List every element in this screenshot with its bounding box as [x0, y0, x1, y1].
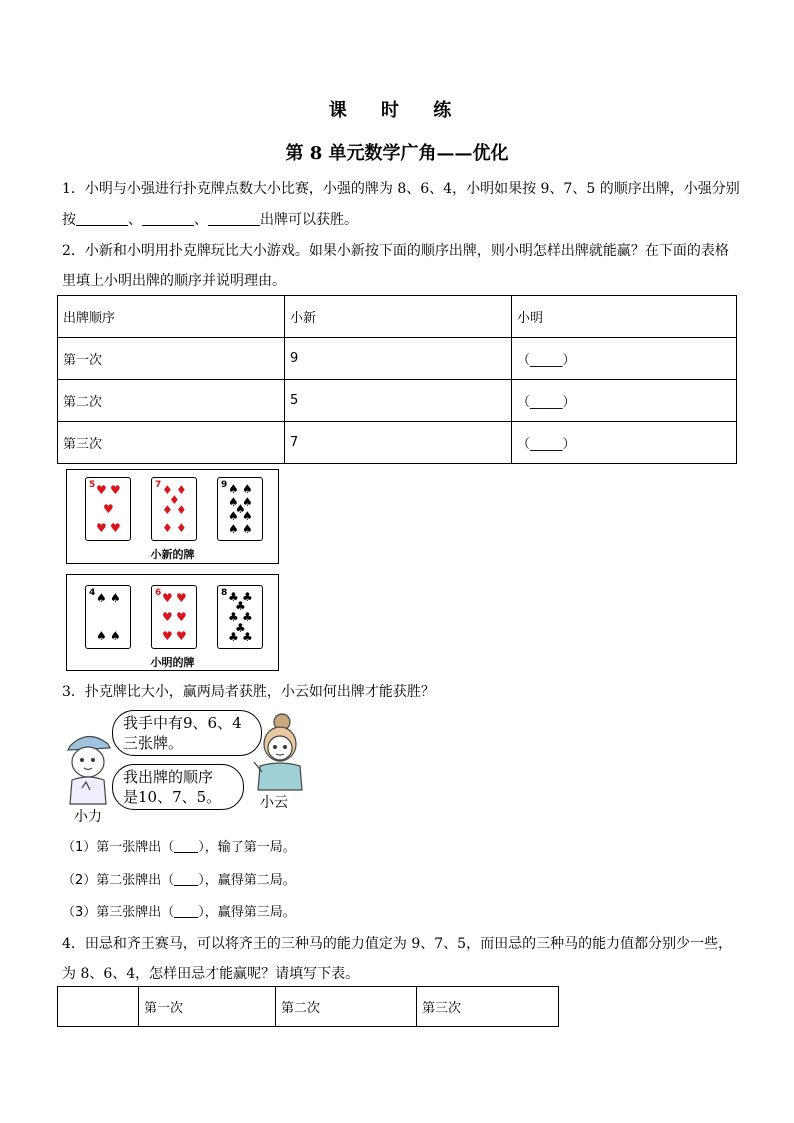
q1-line1: 1．小明与小强进行扑克牌点数大小比赛，小强的牌为 8、6、4，小明如果按 9、7、5 的顺序出牌，小强分别	[62, 181, 740, 197]
diamond-icon: ♦	[162, 521, 173, 535]
page-subtitle: 第 8 单元数学广角——优化	[285, 143, 509, 164]
xiaoxin-cards-caption: 小新的牌	[150, 548, 195, 561]
q3-sub3-text: （3）第三张牌出（	[62, 905, 175, 920]
playing-card	[151, 585, 197, 649]
q2-table	[57, 295, 737, 464]
table-header-cell	[58, 987, 139, 1027]
diamond-icon: ♦	[176, 503, 187, 517]
card-rank: 4	[89, 588, 96, 598]
club-icon: ♣	[235, 599, 246, 613]
table-cell: 第三次	[58, 422, 285, 464]
spade-icon: ♠	[96, 629, 107, 643]
q3-sub2-text: ），赢得第二局。	[198, 873, 296, 888]
q4-line1: 4．田忌和齐王赛马，可以将齐王的三种马的能力值定为 9、7、5，而田忌的三种马的能力值都分别少一些，	[62, 936, 733, 952]
club-icon: ♣	[235, 621, 246, 635]
heart-icon: ♥	[103, 502, 114, 516]
q1-sep-2: 、	[194, 212, 208, 228]
q3-blank-1[interactable]	[174, 839, 198, 853]
table-header-cell: 小明	[512, 296, 737, 338]
q3-blank-3[interactable]	[174, 904, 198, 918]
answer-cell[interactable]: （_____）	[512, 338, 737, 380]
heart-icon: ♥	[96, 521, 107, 535]
spade-icon: ♠	[228, 509, 239, 523]
diamond-icon: ♦	[169, 493, 180, 507]
diamond-icon: ♦	[162, 483, 173, 497]
table-header-cell: 第二次	[276, 987, 417, 1027]
q3-illustration	[60, 708, 320, 824]
spade-icon: ♠	[228, 495, 239, 509]
q2-line2: 里填上小明出牌的顺序并说明理由。	[62, 273, 286, 289]
q4-table	[57, 986, 559, 1027]
table-header-cell: 小新	[285, 296, 512, 338]
table-cell: 5	[285, 380, 512, 422]
answer-cell[interactable]: （_____）	[512, 380, 737, 422]
table-header-cell: 第三次	[417, 987, 559, 1027]
table-row	[58, 380, 737, 422]
heart-icon: ♥	[162, 591, 173, 605]
q3-sub1-text: ），输了第一局。	[198, 840, 296, 855]
boy-figure-icon	[68, 736, 110, 804]
xiaoming-cards-figure	[66, 574, 279, 671]
name-xiaoli: 小力	[74, 809, 102, 825]
card-rank: 5	[89, 480, 96, 490]
playing-card	[217, 585, 263, 649]
diamond-icon: ♦	[176, 521, 187, 535]
heart-icon: ♥	[162, 629, 173, 643]
table-row	[58, 422, 737, 464]
q1-blank-2[interactable]	[142, 211, 194, 226]
q1-sep-1: 、	[128, 212, 142, 228]
q3-line1: 3．扑克牌比大小，赢两局者获胜，小云如何出牌才能获胜？	[62, 684, 435, 700]
table-cell: 9	[285, 338, 512, 380]
card-rank: 6	[155, 588, 162, 598]
diamond-icon: ♦	[176, 483, 187, 497]
q3-sub2-text: （2）第二张牌出（	[62, 873, 175, 888]
q3-sub3	[62, 901, 296, 920]
q2-line1: 2．小新和小明用扑克牌玩比大小游戏。如果小新按下面的顺序出牌，则小明怎样出牌就能赢？在下面的表格	[62, 243, 729, 259]
table-cell: 第二次	[58, 380, 285, 422]
q4-line2: 为 8、6、4，怎样田忌才能赢呢？请填写下表。	[62, 966, 360, 982]
q3-sub3-text: ），赢得第三局。	[198, 905, 296, 920]
q1-blank-1[interactable]	[76, 211, 128, 226]
q1-text-a: 按	[62, 212, 76, 228]
table-header-cell: 出牌顺序	[58, 296, 285, 338]
q1-line2	[62, 209, 358, 229]
answer-cell[interactable]: （_____）	[512, 422, 737, 464]
bubble-text: 我出牌的顺序	[123, 768, 214, 786]
table-cell: 7	[285, 422, 512, 464]
table-row	[58, 338, 737, 380]
bubble-text: 三张牌。	[123, 734, 184, 752]
q3-sub1	[62, 836, 296, 855]
heart-icon: ♥	[96, 483, 107, 497]
spade-icon: ♠	[242, 509, 253, 523]
club-icon: ♣	[228, 590, 239, 604]
table-header-cell: 第一次	[139, 987, 276, 1027]
card-rank: 8	[221, 588, 228, 598]
spade-icon: ♠	[235, 502, 246, 516]
xiaoxin-cards-figure	[66, 469, 279, 564]
spade-icon: ♠	[242, 482, 253, 496]
table-cell: 第一次	[58, 338, 285, 380]
heart-icon: ♥	[176, 591, 187, 605]
q3-sub2	[62, 869, 296, 888]
spade-icon: ♠	[242, 495, 253, 509]
spade-icon: ♠	[110, 629, 121, 643]
spade-icon: ♠	[110, 591, 121, 605]
playing-card	[151, 477, 197, 541]
q3-sub1-text: （1）第一张牌出（	[62, 840, 175, 855]
heart-icon: ♥	[110, 483, 121, 497]
spade-icon: ♠	[228, 522, 239, 536]
playing-card	[85, 585, 131, 649]
name-xiaoyun: 小云	[260, 795, 288, 811]
speech-bubble-xiaoyun	[112, 710, 262, 756]
heart-icon: ♥	[176, 629, 187, 643]
heart-icon: ♥	[162, 610, 173, 624]
q1-blank-3[interactable]	[208, 211, 260, 226]
card-rank: 9	[221, 480, 228, 490]
table-header-row	[58, 296, 737, 338]
heart-icon: ♥	[176, 610, 187, 624]
bubble-text: 是10、7、5。	[123, 788, 222, 806]
spade-icon: ♠	[96, 591, 107, 605]
club-icon: ♣	[242, 590, 253, 604]
table-header-row	[58, 987, 559, 1027]
page-title: 课 时 练	[328, 100, 466, 121]
q1-text-b: 出牌可以获胜。	[260, 212, 358, 228]
diamond-icon: ♦	[162, 503, 173, 517]
club-icon: ♣	[242, 610, 253, 624]
playing-card	[85, 477, 131, 541]
q3-blank-2[interactable]	[174, 872, 198, 886]
spade-icon: ♠	[242, 522, 253, 536]
spade-icon: ♠	[228, 482, 239, 496]
xiaoming-cards-caption: 小明的牌	[150, 656, 195, 669]
speech-bubble-xiaoli	[112, 764, 244, 810]
club-icon: ♣	[242, 630, 253, 644]
card-rank: 7	[155, 480, 162, 490]
bubble-text: 我手中有9、6、4	[123, 714, 242, 732]
club-icon: ♣	[228, 630, 239, 644]
club-icon: ♣	[228, 610, 239, 624]
playing-card	[217, 477, 263, 541]
heart-icon: ♥	[110, 521, 121, 535]
